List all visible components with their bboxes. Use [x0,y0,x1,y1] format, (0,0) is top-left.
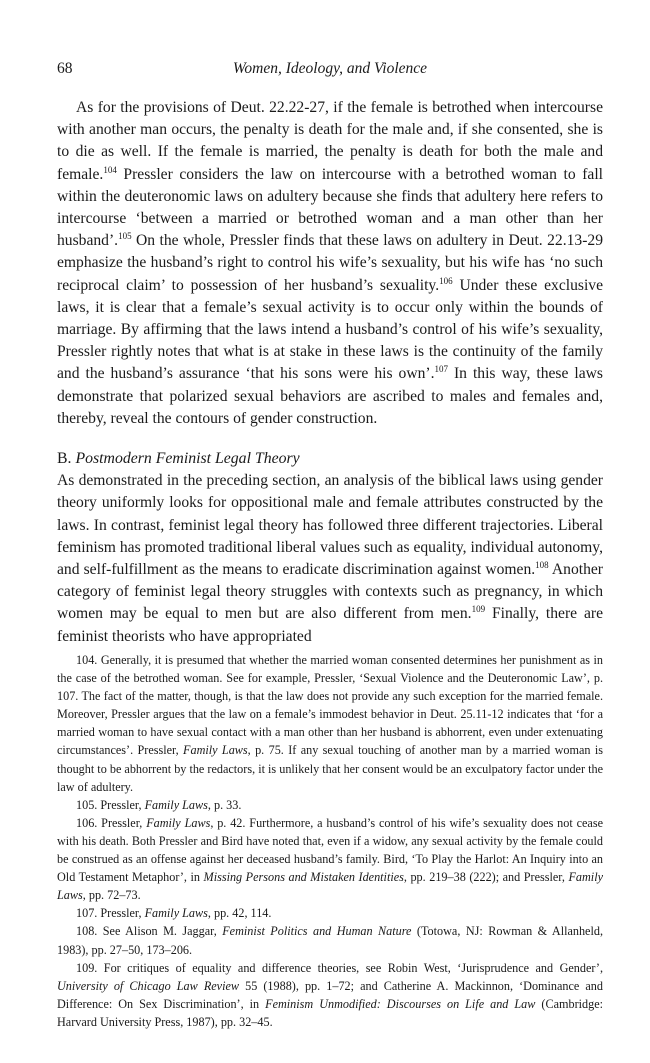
footnote-ref: 105 [118,231,132,242]
text-run: 107. Pressler, [76,906,145,921]
footnote-108 [57,922,603,958]
italic-text: Feminism Unmodified: Discourses on Life and Law [265,996,536,1011]
text-run: Another category of feminist legal theory struggles with contexts such as pregnancy, in which women may be equal to men but are also different from men. [57,561,603,623]
text-run: , p. 75. If any sexual touching of another man by a married woman is thought to be abhorrent by the redactors, it is unlikely that her consent would be an exculpatory factor under the law of adultery. [57,743,603,794]
italic-text: Feminist Politics and Human Nature [222,924,412,939]
italic-text: Missing Persons and Mistaken Identities [203,870,404,885]
text-run: , p. 42. Furthermore, a husband’s control of his wife’s sexuality does not cease with his death. Both Pressler and Bird have noted that, even if a widow, any sexual activity by the female could be construed as an offense against her deceased husband’s family. Bird, ‘To Play the Harlot: An Inquiry into an Old Testament Metaphor’, in [57,815,603,885]
text-run: Pressler considers the law on intercourse with a betrothed woman to fall within the deuteronomic laws on adultery because she finds that adultery here refers to intercourse ‘between a married or betrothed woman and a man other than her husband’. [57,165,603,250]
text-run: As demonstrated in the preceding section, an analysis of the biblical laws using gender theory uniformly looks for oppositional male and female attributes constructed by the laws. In contrast, feminist legal theory has followed three different trajectories. Liberal feminism has promoted traditional liberal values such as equality, individual autonomy, and self-fulfillment as the means to eradicate discrimination against women. [57,472,603,579]
italic-text: Family Laws [57,870,603,903]
text-run: 104. Generally, it is presumed that whether the married woman consented determines her punishment as in the case of the betrothed woman. See for example, Pressler, ‘Sexual Violence and the Deuteronomic Law’, p. 107. The fact of the matter, though, is that the law does not provide any such exception for the married female. Moreover, Pressler argues that the law on a female’s immodest behavior in Deut. 25.11-12 indicates that ‘for a married woman to have sexual contact with a man other than her husband is abhorrent, even under extenuating circumstances’. Pressler, [57,653,603,758]
footnote-109 [57,959,603,1031]
footnote-ref: 109 [471,604,486,615]
paragraph-2 [57,470,603,648]
text-run: Under these exclusive laws, it is clear that a female’s sexual activity is to occur only within the bounds of marriage. By affirming that the laws intend a husband’s control of his wife’s sexuality, Pressler rightly notes that what is at stake in these laws is the continuity of the family and the husband’s assurance ‘that his sons were his own’. [57,276,603,383]
text-run: Finally, there are feminist theorists who have appropriated [57,605,604,645]
text-run: 105. Pressler, [76,797,145,812]
text-run: , p. 33. [207,797,242,812]
text-run: , pp. 42, 114. [207,906,272,921]
footnote-ref: 107 [434,364,448,375]
body-text [57,97,603,648]
footnote-104 [57,651,603,796]
section-title: Postmodern Feminist Legal Theory [75,450,300,468]
text-run: (Totowa, NJ: Rowman & Allanheld, 1983), pp. 27–50, 173–206. [57,924,603,957]
text-run: 109. For critiques of equality and difference theories, see Robin West, ‘Jurisprudence and Gender’, [76,960,603,975]
text-run: 55 (1988), pp. 1–72; and Catherine A. Mackinnon, ‘Dominance and Difference: On Sex Discrimination’, in [57,978,603,1011]
text-run: 106. Pressler, [76,815,147,830]
text-run: As for the provisions of Deut. 22.22-27, if the female is betrothed when intercourse with another man occurs, the penalty is death for the male and, if she consented, she is to die as well. If the female is married, the penalty is death for both the male and female. [57,99,603,183]
section-number: B. [57,450,72,468]
italic-text: Family Laws [146,815,211,830]
footnotes [57,651,603,1031]
footnote-105 [57,796,603,814]
running-title: Women, Ideology, and Violence [232,60,428,77]
italic-text: Family Laws [144,797,208,812]
text-run: , pp. 219–38 (222); and Pressler, [403,870,569,885]
footnote-ref: 104 [103,164,117,175]
section-heading [57,448,603,470]
footnote-107 [57,904,603,922]
footnote-106 [57,814,603,904]
italic-text: Family Laws [183,743,248,758]
italic-text: Family Laws [144,906,208,921]
text-run: On the whole, Pressler finds that these laws on adultery in Deut. 22.13-29 emphasize the husband’s right to control his wife’s sexuality, but his wife has ‘no such reciprocal claim’ to possession of her husband’s sexuality. [57,232,603,294]
text-run: (Cambridge: Harvard University Press, 1987), pp. 32–45. [57,996,604,1029]
footnote-ref: 106 [439,275,453,286]
footnote-ref: 108 [535,560,549,571]
page-number: 68 [57,60,73,77]
text-run: , pp. 72–73. [82,888,141,903]
text-run: 108. See Alison M. Jaggar, [76,924,223,939]
italic-text: University of Chicago Law Review [57,978,240,993]
running-head [57,60,603,82]
text-run: In this way, these laws demonstrate that polarized sexual behaviors are ascribed to males and females and, thereby, reveal the contours of gender construction. [57,365,603,427]
paragraph-1 [57,97,603,430]
